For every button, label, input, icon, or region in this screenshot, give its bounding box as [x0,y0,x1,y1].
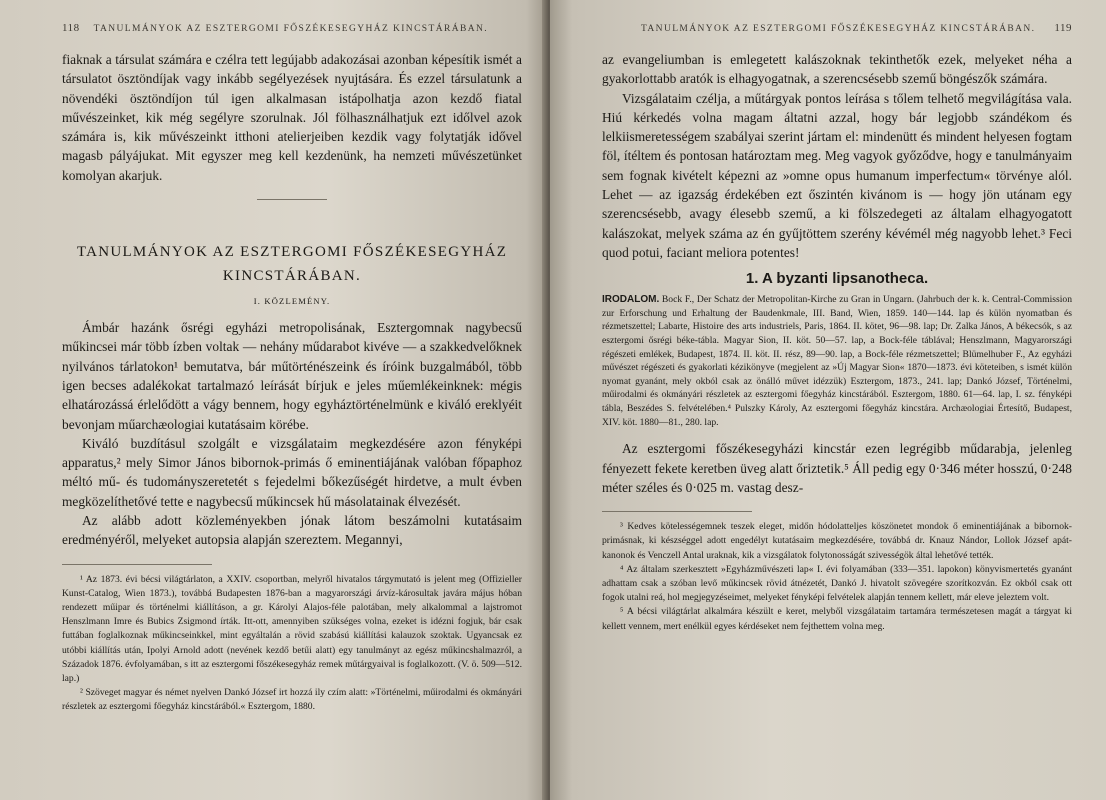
running-title-left: TANULMÁNYOK AZ ESZTERGOMI FŐSZÉKESEGYHÁZ KINCSTÁRÁBAN. [93,24,488,34]
footnote: ⁴ Az általam szerkesztett »Egyházművészeti lap« I. évi folyamában (333—351. lapokon) könyvismertetés gyanánt adhattam csak a szóban levő műkincsek rövid átnézetét, Dankó J. hivatolt szövegére szorítkozván. Ez okból csak ott fogok utalni reá, hol megjegyzéseimet, melyeket fényképi felvételek alapján tennem kellett, már eleve jeleztem volt. [602,563,1072,604]
left-page [0,0,548,800]
footnote-rule [62,564,212,565]
running-head-right [602,22,1072,34]
running-head-left [62,22,522,34]
literature-text: Bock F., Der Schatz der Metropolitan-Kirche zu Gran in Ungarn. (Jahrbuch der k. k. Central-Commission zur Erforschung und Erhaltung der Baudenkmale, III. Band, Wien, 1859. 140—144. lap és külön nyomatban és rézmetszettel; Labarte, Histoire des arts industriels, Paris, 1864. II. kötet, 96—98. lap; Dr. Zalka János, A békecsók, s az esztergomi ősrégi béke-tábla. Magyar Sion, II. köt. 50—57. lap, a Bock-féle táblával; Henszlmann, Magyarországi régészeti emlékek, Budapest, 1874. II. köt. II. rész, 89—90. lap, a Bock-féle rézmetszettel; Blümelhuber F., Az egyházi művészet régészeti és gyakorlati kézikönyve (megjelent az »Új Magyar Sion« 1870—1873. évi köteteiben, s ismét külön nyomat gyanánt, mely okból csak az önálló művet idézzük) Esztergom, 1873., 241. lap; Dankó József, Történelmi, műirodalmi és okmányári részletek az esztergomi főegyház kincstárából. Esztergom, 1880. 61—64. lap, I. sz. fényképi tábla, Beszédes S. felvételében.⁴ Pulszky Károly, Az esztergomi főegyház kincstára. Archæologiai Értesítő, Budapest, XIV. köt. 1880—81., 280. lap. [602,294,1072,428]
body-paragraph: Az esztergomi főszékesegyházi kincstár ezen legrégibb műdarabja, jelenleg fényezett fekete keretben üveg alatt őriztetik.⁵ Áll pedig egy 0·346 méter hosszú, 0·248 méter széles és 0·025 m. vastag desz- [602,441,1072,495]
footnote: ² Szöveget magyar és német nyelven Dankó József irt hozzá ily czím alatt: »Történelmi, műirodalmi és okmányári részletek az esztergomi főegyház kincstárából.« Esztergom, 1880. [62,687,522,713]
literature-label: IRODALOM. [602,294,660,306]
footnote: ⁵ A bécsi világtárlat alkalmára készült e keret, melyből vizsgálataim tartamára természetesen magát a tárgyat ki kellett vennem, mert enélkül egyes kérdéseket nem fejthettem volna meg. [602,606,1072,632]
running-title-right: TANULMÁNYOK AZ ESZTERGOMI FŐSZÉKESEGYHÁZ KINCSTÁRÁBAN. [640,24,1036,34]
body-paragraph: Ámbár hazánk ősrégi egyházi metropolisának, Esztergomnak nagybecsű műkincsei már több ízben voltak — nehány műdarabot kivéve — a szakkedvelőknek nyilvános tárlatokon¹ bemutatva, bár műtörténészeink és íróink buzgalmából, több igen becses adalékokat tartalmazó leírását bírjuk e jeles műemlékeinknek: mégis elhatározássá érlelődött a vágy bennem, hogy egyháztörténelmünk e kiváló ereklyéit bevonjam műarchæologiai kutatásaim körébe. [62,320,522,432]
section-divider [257,199,327,200]
footnote: ¹ Az 1873. évi bécsi világtárlaton, a XXIV. csoportban, melyről hivatalos tárgymutató is jelent meg (Offizieller Kunst-Catalog, Wien 1873.), továbbá Budapesten 1876-ban a magyarországi árvíz-károsultak javára május hóban rendezett műipar és történelmi kiállításon, a gr. Károlyi Alajos-féle palotában, mely alkalommal a lajstromot Henszlmann Imre és Bubics Zsigmond írták. Itt-ott, amennyiben szükséges volna, ezeket is idézni fogjuk, bár csak futtában foglalkoznak műkincseinkkel, mint egyáltalán a rövid szabású kiállítási kalauzok szoktak. Ugyancsak ez utóbbi kiállítás után, Ipolyi Arnold adott (nevének kezdő betűi alatt) egy tanulmányt az egész műkincshalmazról, a Századok 1876. évfolyamában, s itt az esztergomi főszékesegyház remek műtárgyaival is foglalkozott. (V. ö. 509—512. lap.) [62,573,522,685]
article-title-line-2: KINCSTÁRÁBAN. [222,268,362,285]
body-paragraph: Kiváló buzdításul szolgált e vizsgálataim megkezdésére azon fényképi apparatus,² mely Simor János bibornok-primás ő eminentiájának valóban főpaphoz méltó mű- és tudományszeretetét s fejedelmi bőkezűségét hirdetve, a mult évben megközelíthetővé tette e nagybecsű műkincsek hű másolatainak élvezését. [62,435,522,509]
footnote-rule [602,511,752,512]
literature-block [602,293,1072,429]
article-title-line-1: TANULMÁNYOK AZ ESZTERGOMI FŐSZÉKESEGYHÁZ [76,244,508,261]
continued-paragraph-right: az evangeliumban is emlegetett kalászoknak tekinthetők ezek, melyeket néha a gyakorlottabb aratók is elhagyogatnak, a szerencsésebb szemű böngészők számára. [602,52,1072,87]
right-page [550,0,1106,800]
section-title: 1. A byzanti lipsanotheca. [745,270,929,288]
footnote: ³ Kedves kötelességemnek teszek eleget, midőn hódolatteljes köszönetet mondok ő eminentiájának a bibornok-primásnak, ki készséggel adott engedélyt kutatásaim megkezdésére, továbbá dr. Knauz Nándor, Lollok József apát-kanonok és Venczell Antal uraknak, kik a vizsgálatok folytonosságát szivességök által lehetővé tették. [602,521,1072,561]
continued-paragraph-left: fiaknak a társulat számára e czélra tett legújabb adakozásai azonban képesítik ismét a társulatot ösztöndíjak vagy inkább segélyezések nyujtására. És ezzel társulatunk a növendéki ösztöndíjon túl igen alkalmasan istápolhatja azon kezdő fiatal művészeinket, kik még segélyre szorulnak. Jól fölhasználhatjuk ezt időlvel azok számára is, kik művészeinkt itthoni atelierjeiben kezdik vagy folytatják idővel magasb pályájukat. Mit egyszer meg kell kezdenünk, ha nemzeti művészetünket komolyan akarjuk. [62,52,522,183]
body-paragraph: Vizsgálataim czélja, a műtárgyak pontos leírása s tőlem telhető megvilágítása vala. Hiú kérkedés volna magam áltatni azzal, hogy bár legjobb szándékom és lelkiismeretességem szabályai szerint jártam el: mindenütt és mindent helyesen fogtam föl, ítéltem és pontosan határoztam meg. Meg vagyok győződve, hogy e tanulmányaim sem fognak kivételt képezni az »omne opus humanum imperfectum« törvénye alól. Lehet — az igazság érdekében ezt őszintén kivánom is — hogy jön utánam egy szerencsésebb, avagy élesebb szemű, a ki fölszedegeti az általam elhagyogatott kalászokat, melyek száma az én gyűjtöttem szerény kévémél még nagyobb lehet.³ Feci quod potui, faciant meliora potentes! [602,90,1072,260]
page-number-right: 119 [1054,22,1072,34]
body-paragraph: Az alább adott közleményekben jónak látom beszámolni kutatásaim eredményéről, melyeket autopsia alapján szereztem. Megannyi, [62,513,522,548]
page-number-left: 118 [62,22,80,34]
installment-label: I. KÖZLEMÉNY. [253,296,331,307]
